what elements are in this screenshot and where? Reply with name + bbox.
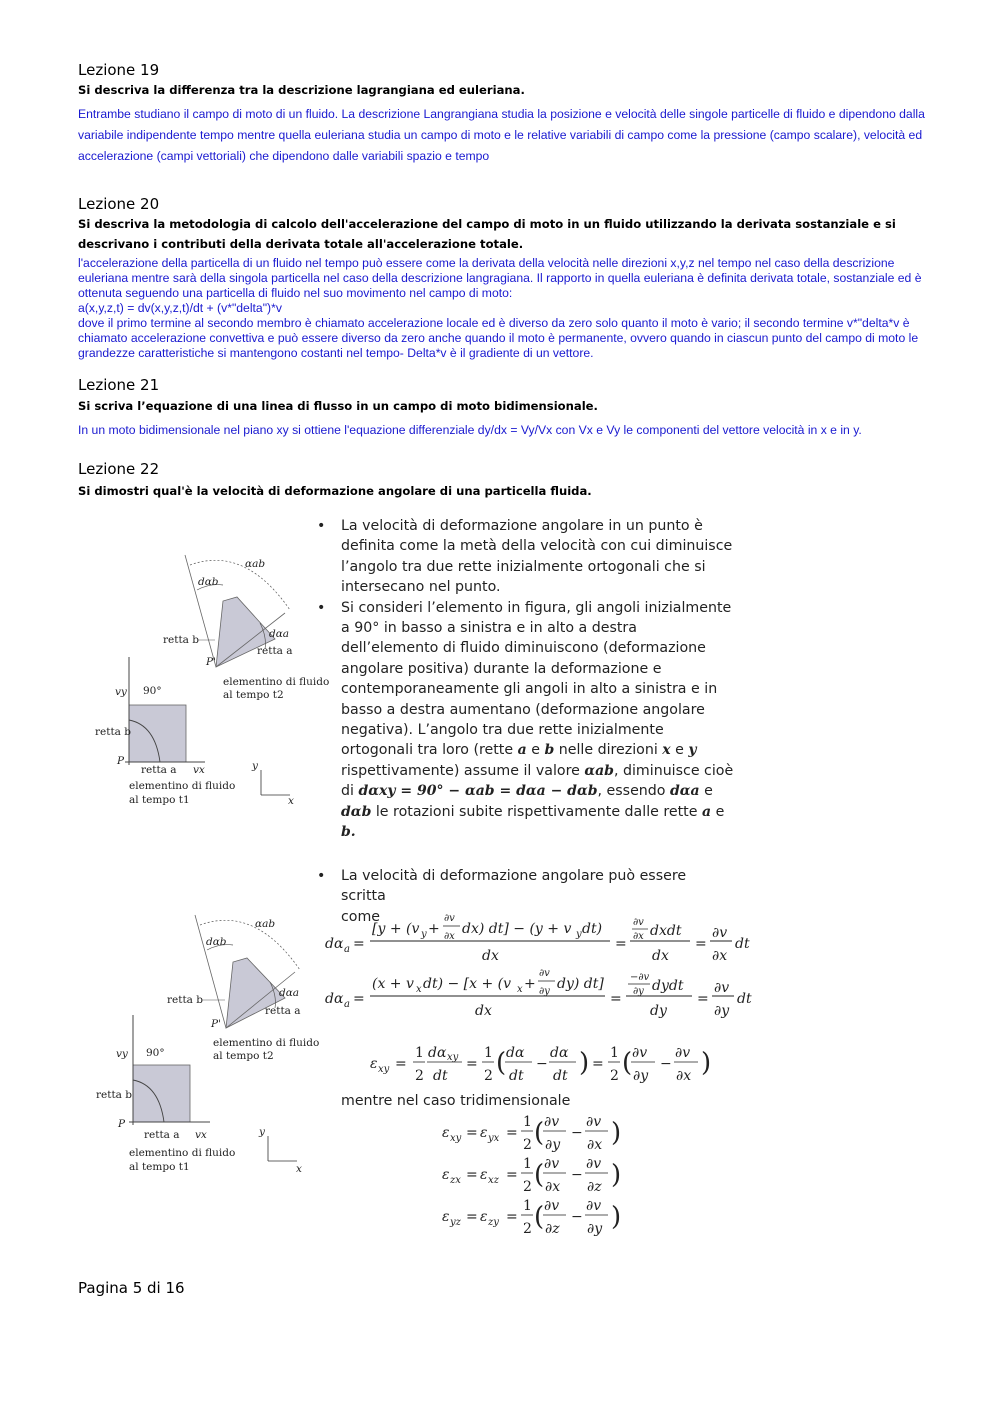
svg-text:y: y — [576, 929, 582, 940]
svg-text:1: 1 — [610, 1045, 619, 1061]
svg-text:1: 1 — [415, 1045, 424, 1061]
bullet-line: a 90° in basso a sinistra e in alto a destra — [341, 620, 637, 637]
svg-text:+: + — [428, 921, 440, 937]
lesson-20-answer-explanation: dove il primo termine al secondo membro è chiamato accelerazione locale ed è diverso da zero solo quanto il moto è vario; il secondo termine v*"delta*v è chiamato accelerazione convettiva e può essere diverso da zero anche quando il moto è permanente, ovvero quando in ciascun punto del campo di moto le grandezze caratteristiche si mantengono costanti nel tempo- Delta*v è il gradiente di un vettore. — [78, 316, 919, 360]
svg-text:∂v: ∂v — [444, 913, 455, 924]
svg-text:=: = — [506, 1209, 518, 1225]
bullet-line: l’angolo tra due rette inizialmente ortogonali che si — [341, 558, 706, 575]
svg-text:∂v: ∂v — [712, 925, 728, 941]
svg-text:): ) — [611, 1202, 622, 1232]
svg-text:∂y: ∂y — [545, 1137, 561, 1153]
svg-text:∂v: ∂v — [586, 1156, 602, 1172]
axis-x-label: x — [296, 1163, 302, 1175]
svg-text:dxdt: dxdt — [650, 923, 682, 939]
bullet-line: contemporaneamente gli angoli in alto a sinistra e in — [341, 681, 718, 698]
svg-text:∂v: ∂v — [544, 1198, 560, 1214]
svg-text:=: = — [353, 991, 365, 1007]
angle-90-label: 90° — [146, 1047, 165, 1059]
svg-text:[y + (v: [y + (v — [372, 921, 420, 937]
svg-text:dx: dx — [475, 1003, 492, 1019]
svg-text:∂y: ∂y — [633, 986, 644, 997]
svg-text:−: − — [571, 1125, 583, 1141]
bullet-line: intersecano nel punto. — [341, 579, 501, 596]
bullet-dot-icon: • — [317, 599, 326, 616]
svg-text:=: = — [592, 1056, 604, 1072]
bullet-line: di dαxy = 90° − αab = dαa − dαb, essendo dαa e — [341, 783, 713, 800]
svg-text:a: a — [344, 999, 350, 1010]
svg-text:=: = — [466, 1125, 478, 1141]
svg-text:dα: dα — [325, 991, 344, 1007]
svg-text:∂x: ∂x — [587, 1137, 603, 1153]
lesson-21-question: Si scriva l’equazione di una linea di flusso in un campo di moto bidimensionale. — [78, 399, 598, 413]
svg-text:(: ( — [534, 1160, 545, 1190]
svg-text:dα: dα — [428, 1045, 447, 1061]
svg-text:(: ( — [534, 1202, 545, 1232]
svg-text:(: ( — [622, 1048, 633, 1078]
elem-t1-line2: al tempo t1 — [129, 1161, 190, 1173]
svg-text:−: − — [571, 1167, 583, 1183]
svg-text:∂v: ∂v — [675, 1045, 691, 1061]
svg-text:): ) — [701, 1048, 712, 1078]
svg-text:dα: dα — [506, 1045, 525, 1061]
p-prime-label: P' — [211, 1018, 221, 1030]
svg-text:∂y: ∂y — [633, 1068, 649, 1084]
svg-text:ε: ε — [480, 1125, 488, 1141]
svg-text:=: = — [466, 1167, 478, 1183]
svg-text:dx) dt] − (y + v: dx) dt] − (y + v — [462, 921, 572, 937]
retta-a-label-t1: retta a — [141, 764, 177, 776]
svg-text:x: x — [416, 984, 422, 995]
vy-label: vy — [116, 1048, 128, 1060]
equation-dalpha-a-2 — [325, 968, 752, 1019]
lesson-19-title: Lezione 19 — [78, 61, 160, 79]
bullet-element — [315, 598, 735, 843]
svg-text:a: a — [344, 944, 350, 955]
retta-a-label: retta a — [265, 1005, 301, 1017]
svg-text:∂y: ∂y — [714, 1003, 730, 1019]
axis-x-label: x — [288, 795, 294, 807]
retta-b-label: retta b — [167, 994, 203, 1006]
svg-text:1: 1 — [523, 1156, 532, 1172]
bullet-line: negativa). L’angolo tra due rette inizialmente — [341, 722, 664, 739]
svg-text:dt: dt — [553, 1068, 568, 1084]
svg-text:∂x: ∂x — [444, 931, 455, 942]
svg-text:=: = — [466, 1056, 478, 1072]
svg-text:x: x — [517, 984, 523, 995]
deformation-bullets — [315, 516, 735, 843]
svg-text:2: 2 — [484, 1068, 493, 1084]
lesson-20-answer — [78, 256, 928, 361]
p-prime-label: P' — [206, 656, 216, 668]
svg-text:dα: dα — [550, 1045, 569, 1061]
svg-text:∂z: ∂z — [587, 1179, 602, 1195]
lesson-20-question: Si descriva la metodologia di calcolo dell'accelerazione del campo di moto in un fluido utilizzando la derivata sostanziale e si descrivano i contributi della derivata totale all'accelerazione totale. — [78, 217, 896, 251]
elem-t2-line1: elementino di fluido — [213, 1037, 320, 1049]
svg-text:∂x: ∂x — [633, 931, 644, 942]
svg-text:ε: ε — [442, 1167, 450, 1183]
elem-t1-line1: elementino di fluido — [129, 1147, 236, 1159]
svg-text:ε: ε — [480, 1167, 488, 1183]
svg-text:2: 2 — [415, 1068, 424, 1084]
svg-text:xy: xy — [378, 1064, 390, 1075]
lesson-22-title: Lezione 22 — [78, 460, 160, 478]
elem-t1-line1: elementino di fluido — [129, 780, 236, 792]
svg-text:xz: xz — [488, 1175, 499, 1186]
alpha-ab-label: αab — [245, 558, 266, 570]
svg-text:∂v: ∂v — [632, 1045, 648, 1061]
svg-text:∂v: ∂v — [586, 1114, 602, 1130]
bullet-definition — [315, 516, 735, 598]
svg-text:ε: ε — [442, 1125, 450, 1141]
lesson-20-answer-intro: l'accelerazione della particella di un fluido nel tempo può essere come la derivata della velocità nelle direzioni x,y,z nel tempo nel caso della descrizione euleriana mentre sarà della singola particella nel caso della descrizione langragiana. Il rapporto in quella euleriana è definita derivata totale, sostanziale ed è ottenuta seguendo una particella di fluido nel suo movimento nel campo di moto: — [78, 256, 922, 300]
vx-label: vx — [195, 1129, 207, 1141]
equation-dalpha-a-1 — [325, 913, 750, 964]
svg-text:dy: dy — [650, 1003, 667, 1019]
svg-text:2: 2 — [523, 1137, 532, 1153]
svg-text:(: ( — [534, 1118, 545, 1148]
svg-text:∂y: ∂y — [587, 1221, 603, 1237]
retta-a-label: retta a — [257, 645, 293, 657]
svg-text:dt: dt — [735, 936, 750, 952]
deformation-figure-1 — [85, 545, 330, 820]
svg-text:∂v: ∂v — [714, 980, 730, 996]
lesson-20-title: Lezione 20 — [78, 195, 160, 213]
svg-text:zx: zx — [450, 1175, 461, 1186]
svg-text:dydt: dydt — [652, 978, 684, 994]
retta-b-label-t1: retta b — [96, 1089, 132, 1101]
svg-text:(x + v: (x + v — [372, 976, 414, 992]
svg-text:∂x: ∂x — [712, 948, 728, 964]
svg-text:yx: yx — [488, 1133, 500, 1144]
dalpha-b-label: dαb — [198, 576, 219, 588]
svg-text:+: + — [524, 976, 536, 992]
lesson-19-question: Si descriva la differenza tra la descrizione lagrangiana ed euleriana. — [78, 83, 525, 97]
svg-text:2: 2 — [523, 1221, 532, 1237]
lesson-21-title: Lezione 21 — [78, 376, 160, 394]
equation-epsilon-3d — [442, 1114, 621, 1237]
svg-text:∂y: ∂y — [539, 986, 550, 997]
elem-t2-line2: al tempo t2 — [223, 689, 284, 701]
svg-text:−: − — [571, 1209, 583, 1225]
bullet-line: ortogonali tra loro (rette a e b nelle direzioni x e y — [341, 742, 697, 759]
svg-text:∂x: ∂x — [676, 1068, 692, 1084]
retta-b-label: retta b — [163, 634, 199, 646]
elem-t2-line2: al tempo t2 — [213, 1050, 274, 1062]
svg-text:): ) — [611, 1160, 622, 1190]
svg-text:ε: ε — [370, 1056, 378, 1072]
retta-a-label-t1: retta a — [144, 1129, 180, 1141]
svg-text:∂x: ∂x — [545, 1179, 561, 1195]
svg-text:(: ( — [496, 1048, 507, 1078]
svg-text:∂v: ∂v — [586, 1198, 602, 1214]
svg-text:=: = — [466, 1209, 478, 1225]
bullet-line: rispettivamente) assume il valore αab, diminuisce cioè — [341, 762, 734, 779]
svg-text:dt: dt — [509, 1068, 524, 1084]
svg-text:−: − — [660, 1056, 672, 1072]
svg-text:=: = — [610, 991, 622, 1007]
svg-text:dx: dx — [652, 948, 669, 964]
svg-text:ε: ε — [442, 1209, 450, 1225]
svg-text:): ) — [579, 1048, 590, 1078]
svg-text:dα: dα — [325, 936, 344, 952]
bullet-line: come — [341, 908, 381, 925]
vy-label: vy — [115, 686, 127, 698]
svg-text:xy: xy — [447, 1052, 459, 1063]
svg-text:2: 2 — [610, 1068, 619, 1084]
svg-text:=: = — [506, 1167, 518, 1183]
svg-text:y: y — [421, 929, 427, 940]
axis-y-label: y — [252, 760, 258, 772]
bullet-line: La velocità di deformazione angolare può essere scritta — [341, 868, 687, 905]
bullet-dot-icon: • — [317, 518, 326, 534]
svg-text:∂z: ∂z — [545, 1221, 560, 1237]
bullet-line: dell’elemento di fluido diminuiscono (deformazione — [341, 640, 706, 657]
svg-text:∂v: ∂v — [539, 968, 550, 979]
p-label: P — [118, 1118, 126, 1130]
lesson-20-answer-formula: a(x,y,z,t) = dv(x,y,z,t)/dt + (v*"delta")*v — [78, 301, 282, 315]
elem-t1-line2: al tempo t1 — [129, 794, 190, 806]
elem-t2-line1: elementino di fluido — [223, 676, 330, 688]
vx-label: vx — [193, 764, 205, 776]
bullet-line: definita come la metà della velocità con cui diminuisce — [341, 538, 733, 555]
svg-text:1: 1 — [523, 1198, 532, 1214]
lesson-19-answer: Entrambe studiano il campo di moto di un fluido. La descrizione Langrangiana studia la posizione e velocità delle singole particelle di fluido e dipendono dalla variabile indipendente tempo mentre quella euleriana studia un campo di moto e le relative variabili di campo come la pressione (campo scalare), velocità ed accelerazione (campi vettoriali) che dipendono dalle variabili spazio e tempo — [78, 107, 925, 163]
bullet-line: angolare positiva) durante la deformazione e — [341, 660, 662, 677]
svg-text:zy: zy — [488, 1217, 499, 1228]
p-label: P — [117, 755, 125, 767]
svg-text:dx: dx — [482, 948, 499, 964]
svg-text:dt) − [x + (v: dt) − [x + (v — [423, 976, 512, 992]
svg-text:yz: yz — [450, 1217, 461, 1228]
svg-text:=: = — [353, 936, 365, 952]
dalpha-a-label: dαa — [279, 987, 300, 999]
svg-text:=: = — [697, 991, 709, 1007]
equation-epsilon-xy — [370, 1045, 711, 1084]
dalpha-a-label: dαa — [269, 628, 290, 640]
axis-y-label: y — [259, 1126, 265, 1138]
svg-text:dy) dt]: dy) dt] — [557, 976, 604, 992]
svg-text:∂v: ∂v — [544, 1114, 560, 1130]
retta-b-label-t1: retta b — [95, 726, 131, 738]
bullet-dot-icon: • — [317, 868, 326, 884]
lesson-21-answer: In un moto bidimensionale nel piano xy si ottiene l'equazione differenziale dy/dx = Vy/Vx con Vx e Vy le componenti del vettore velocità in x e in y. — [78, 423, 862, 437]
bullet-line: Si consideri l’elemento in figura, gli angoli inizialmente — [341, 599, 732, 616]
bullet-line: b. — [341, 824, 356, 841]
svg-text:2: 2 — [523, 1179, 532, 1195]
svg-text:=: = — [395, 1056, 407, 1072]
tridim-text: mentre nel caso tridimensionale — [341, 1093, 571, 1109]
deformation-equations — [320, 905, 770, 1245]
deformation-figure-2 — [92, 910, 322, 1180]
angle-90-label: 90° — [143, 685, 162, 697]
lesson-22-question: Si dimostri qual'è la velocità di deformazione angolare di una particella fluida. — [78, 484, 592, 498]
svg-text:ε: ε — [480, 1209, 488, 1225]
svg-text:−: − — [536, 1056, 548, 1072]
svg-text:=: = — [615, 936, 627, 952]
svg-text:): ) — [611, 1118, 622, 1148]
svg-text:xy: xy — [450, 1133, 462, 1144]
svg-text:dt: dt — [433, 1068, 448, 1084]
bullet-line: La velocità di deformazione angolare in un punto è — [341, 518, 703, 534]
dalpha-b-label: dαb — [206, 936, 227, 948]
bullet-line: dαb le rotazioni subite rispettivamente dalle rette a e — [341, 803, 725, 820]
page-footer: Pagina 5 di 16 — [78, 1279, 185, 1297]
svg-text:=: = — [506, 1125, 518, 1141]
bullet-line: basso a destra aumentano (deformazione angolare — [341, 701, 705, 718]
svg-text:∂v: ∂v — [544, 1156, 560, 1172]
svg-text:dt: dt — [737, 991, 752, 1007]
alpha-ab-label: αab — [255, 918, 276, 930]
svg-text:−∂v: −∂v — [630, 972, 650, 983]
svg-text:∂v: ∂v — [633, 917, 644, 928]
svg-text:1: 1 — [523, 1114, 532, 1130]
svg-text:1: 1 — [484, 1045, 493, 1061]
svg-text:=: = — [695, 936, 707, 952]
svg-text:dt): dt) — [582, 921, 603, 937]
